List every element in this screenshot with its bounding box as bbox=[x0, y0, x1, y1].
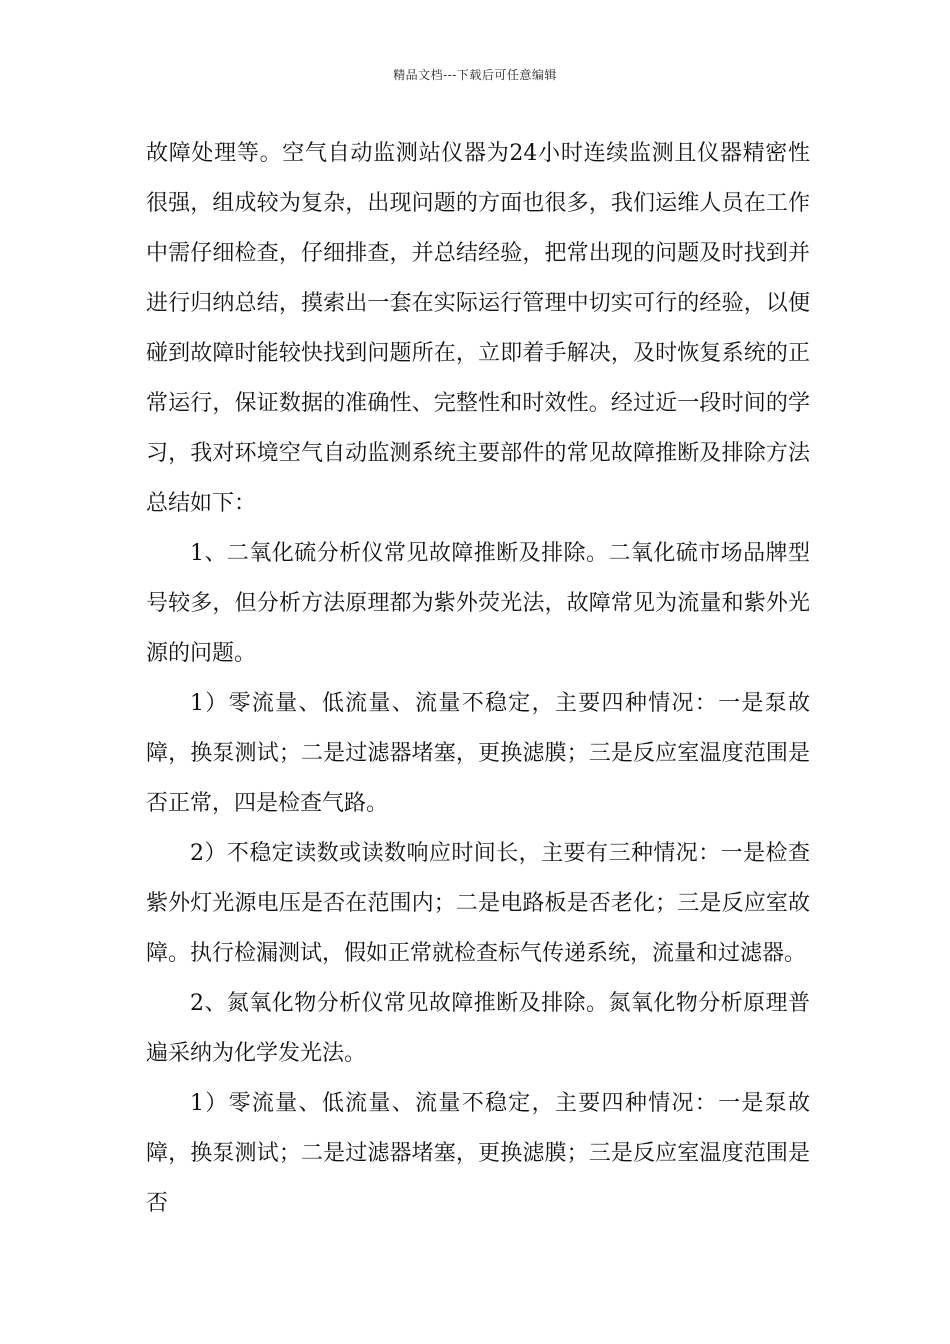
paragraph-nox-section: 2、氮氧化物分析仪常见故障推断及排除。氮氧化物分析原理普遍采纳为化学发光法。 bbox=[146, 991, 810, 1066]
paragraph-continuation: 故障处理等。空气自动监测站仪器为24小时连续监测且仪器精密性很强，组成较为复杂，出现问题的方面也很多，我们运维人员在工作中需仔细检查，仔细排查，并总结经验，把常出现的问题及时找到并进行归纳总结，摸索出一套在实际运行管理中切实可行的经验，以便碰到故障时能较快找到问题所在，立即着手解决，及时恢复系统的正常运行，保证数据的准确性、完整性和时效性。经过近一段时间的学习，我对环境空气自动监测系统主要部件的常见故障推断及排除方法总结如下： bbox=[146, 141, 810, 516]
document-body bbox=[146, 129, 810, 1229]
paragraph-so2-flow: 1）零流量、低流量、流量不稳定，主要四种情况：一是泵故障，换泵测试；二是过滤器堵塞，更换滤膜；三是反应室温度范围是否正常，四是检查气路。 bbox=[146, 691, 810, 816]
paragraph-so2-reading: 2）不稳定读数或读数响应时间长，主要有三种情况：一是检查紫外灯光源电压是否在范围内；二是电路板是否老化；三是反应室故障。执行检漏测试，假如正常就检查标气传递系统，流量和过滤器。 bbox=[146, 841, 810, 966]
page-header: 精品文档---下载后可任意编辑 bbox=[393, 68, 557, 82]
paragraph-so2-section: 1、二氧化硫分析仪常见故障推断及排除。二氧化硫市场品牌型号较多，但分析方法原理都为紫外荧光法，故障常见为流量和紫外光源的问题。 bbox=[146, 541, 810, 666]
paragraph-nox-flow: 1）零流量、低流量、流量不稳定，主要四种情况：一是泵故障，换泵测试；二是过滤器堵塞，更换滤膜；三是反应室温度范围是否 bbox=[146, 1091, 810, 1216]
